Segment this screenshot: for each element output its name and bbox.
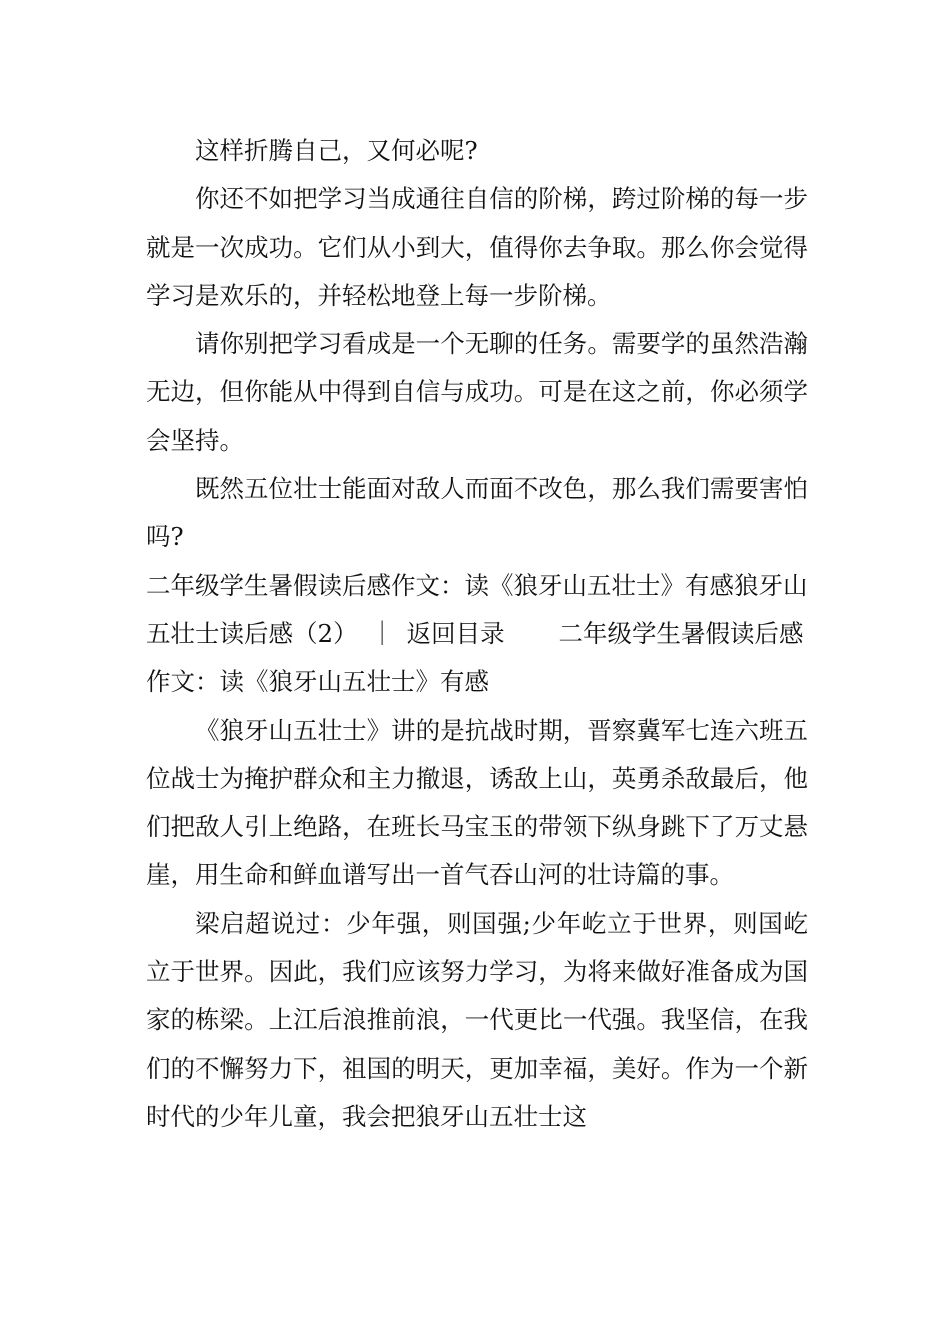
separator: ｜: [369, 618, 395, 648]
document-page: [146, 127, 808, 1141]
paragraph: 《狼牙山五壮士》讲的是抗战时期，晋察冀军七连六班五位战士为掩护群众和主力撤退，诱敌上山，英勇杀敌最后，他们把敌人引上绝路，在班长马宝玉的带领下纵身跳下了万丈悬崖，用生命和鲜血谱写出一首气吞山河的壮诗篇的事。: [146, 715, 808, 890]
paragraph: 既然五位壮士能面对敌人而面不改色，那么我们需要害怕吗?: [146, 474, 808, 552]
paragraph: 请你别把学习看成是一个无聊的任务。需要学的虽然浩瀚无边，但你能从中得到自信与成功。可是在这之前，你必须学会坚持。: [146, 329, 808, 455]
next-article-title[interactable]: 二年级学生暑假读后感作文：读《狼牙山五壮士》有感: [146, 618, 804, 697]
prev-article-title[interactable]: 二年级学生暑假读后感作文：读《狼牙山五壮士》有感狼牙山五壮士读后感（2）: [146, 570, 808, 648]
section-heading: [146, 562, 808, 707]
paragraph: 梁启超说过：少年强，则国强;少年屹立于世界，则国屹立于世界。因此，我们应该努力学习，为将来做好准备成为国家的栋梁。上江后浪推前浪，一代更比一代强。我坚信，在我们的不懈努力下，祖国的明天，更加幸福，美好。作为一个新时代的少年儿童，我会把狼牙山五壮士这: [146, 908, 808, 1131]
back-to-contents-link[interactable]: 返回目录: [406, 618, 505, 648]
paragraph: 你还不如把学习当成通往自信的阶梯，跨过阶梯的每一步就是一次成功。它们从小到大，值得你去争取。那么你会觉得学习是欢乐的，并轻松地登上每一步阶梯。: [146, 184, 808, 310]
paragraph: 这样折腾自己，又何必呢?: [195, 136, 478, 165]
